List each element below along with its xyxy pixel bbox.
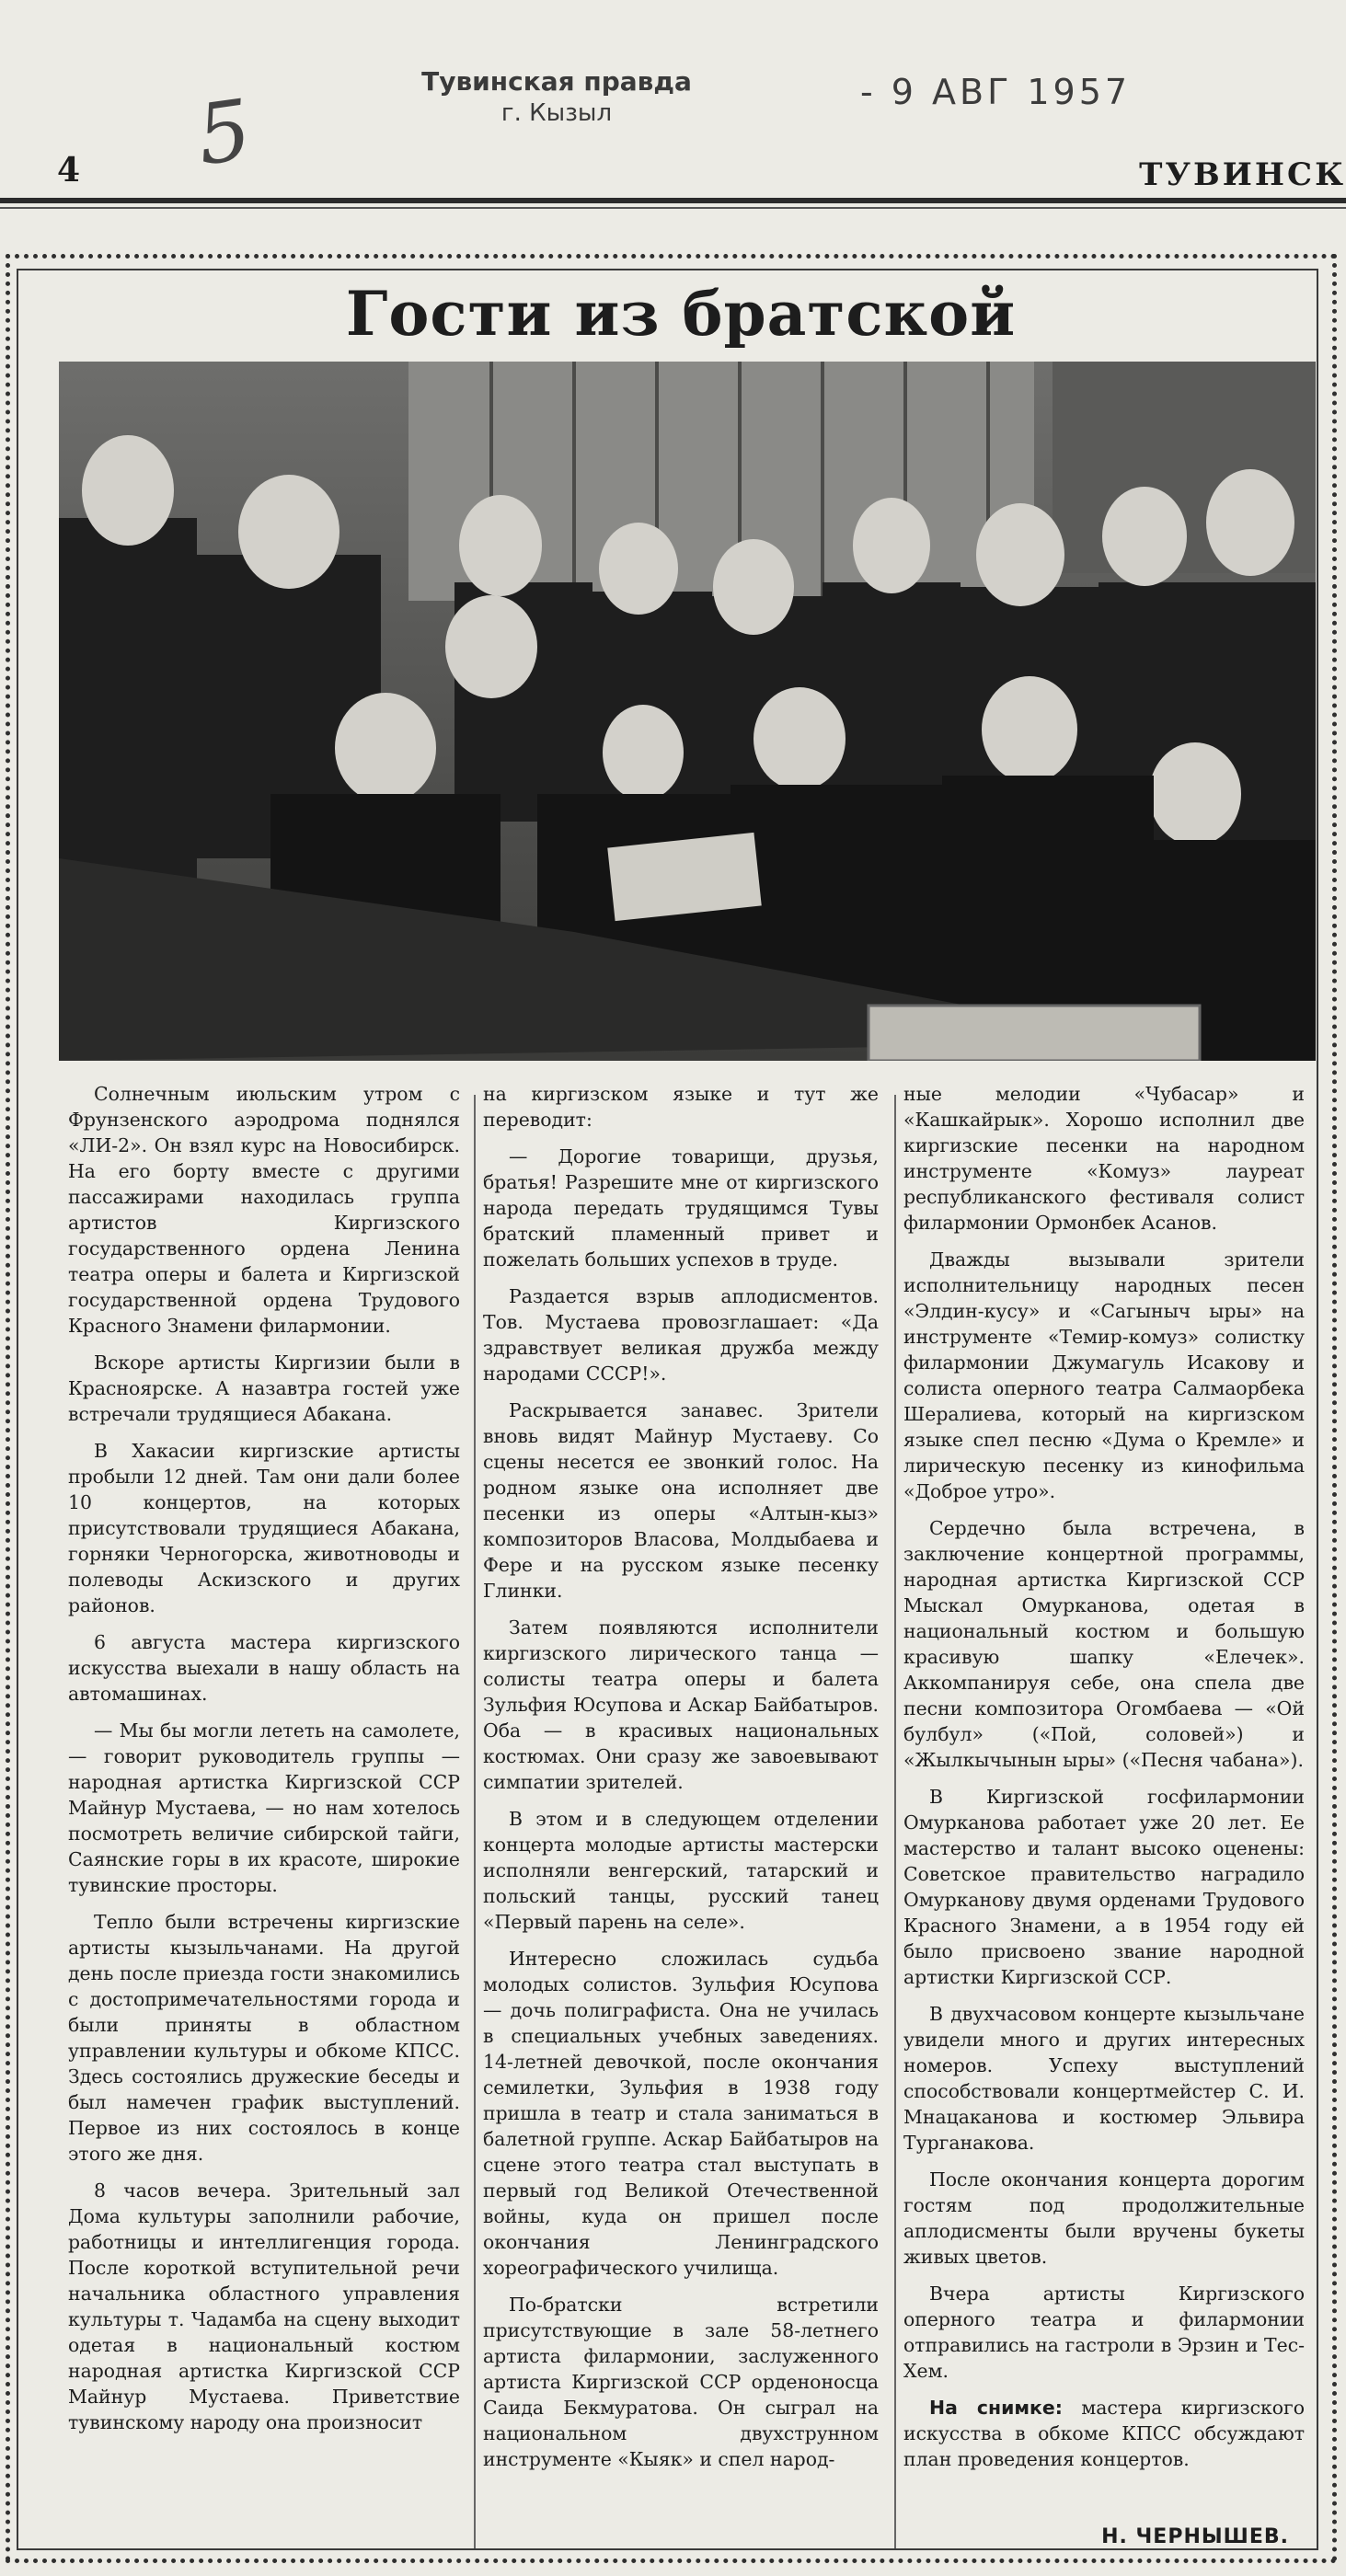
paragraph: Солнечным июльским утром с Фрунзенского аэродрома поднялся «ЛИ-2». Он взял курс на Новосибирск. На его борту вместе с другими пассажирами находилась группа артистов Киргизского государственного ордена Ленина театра оперы и балета и Киргизской государственной ордена Трудового Красного Знамени филармонии. [68,1083,460,1337]
paragraph: В Хакасии киргизские артисты пробыли 12 дней. Там они дали более 10 концертов, на которых присутствовали трудящиеся Абакана, горняки Черногорска, животноводы и полеводы Аскизского и других районов. [68,1440,460,1616]
paragraph: По-братски встретили присутствующие в зале 58-летнего артиста филармонии, заслуженного артиста Киргизской ССР орденоносца Саида Бекмуратова. Он сыграл на национальном двухструнном инструменте «Кыяк» и спел народ- [483,2294,879,2470]
paragraph: ные мелодии «Чубасар» и «Кашкайрык». Хорошо исполнил две киргизские песенки на народном инструменте «Комуз» лауреат республиканского фестиваля солист филармонии Ормонбек Асанов. [903,1083,1305,1234]
caption-lead: На снимке: [929,2397,1063,2419]
paragraph: на киргизском языке и тут же переводит: [483,1083,879,1131]
paragraph: В этом и в следующем отделении концерта молодые артисты мастерски исполняли венгерский, татарский и польский танцы, русский танец «Первый парень на селе». [483,1808,879,1933]
paragraph: 8 часов вечера. Зрительный зал Дома культуры заполнили рабочие, работницы и интеллигенция города. После короткой вступительной речи начальника областного управления культуры т. Чадамба на сцену выходит одетая в национальный костюм народная артистка Киргизской ССР Майнур Мустаева. Приветствие тувинскому народу она произносит [68,2179,460,2433]
paragraph: Интересно сложилась судьба молодых солистов. Зульфия Юсупова — дочь полиграфиста. Она не училась в специальных учебных заведениях. 14-летней девочкой, после окончания семилетки, Зульфия в 1938 году пришла в театр и стала заниматься в балетной группе. Аскар Байбатыров на сцене этого театра стал выступать в первый год Великой Отечественной войны, куда он пришел после окончания Ленинградского хореографического училища. [483,1948,879,2279]
group-photo [59,362,1316,1061]
paragraph: Раскрывается занавес. Зрители вновь видят Майнур Мустаеву. Со сцены несется ее звонкий голос. На родном языке она исполняет две песенки из оперы «Алтын-кыз» композиторов Власова, Молдыбаева и Фере и на русском языке песенку Глинки. [483,1399,879,1602]
article-column-2 [483,1081,879,2562]
article-body [55,1081,1316,2562]
article-column-3 [903,1081,1305,2562]
paragraph: Сердечно была встречена, в заключение концертной программы, народная артистка Киргизской ССР Мыскал Омурканова, одетая в национальный костюм и большую красивую шапку «Елечек». Аккомпанируя себе, она спела две песни композитора Огомбаева — «Ой булбул» («Пой, соловей») и «Жылкычынын ыры» («Песня чабана»). [903,1517,1305,1771]
caption-text: мастера киргизского искусства в обкоме КПСС обсуждают план проведения концертов. [903,2397,1305,2470]
header-rule [0,198,1346,203]
paragraph: Дважды вызывали зрители исполнительницу народных песен «Элдин-кусу» и «Сагыныч ыры» на инструменте «Темир-комуз» солистку филармонии Джумагуль Исакову и солиста оперного театра Салмаорбека Шералиева, который на киргизском языке спел песню «Дума о Кремле» и лирическую песенку из кинофильма «Доброе утро». [903,1248,1305,1502]
paragraph: В двухчасовом концерте кызыльчане увидели много и других интересных номеров. Успеху выступлений способствовали концертмейстер С. И. Мнацаканова и костюмер Эльвира Турганакова. [903,2003,1305,2154]
stamp-date: - 9 АВГ 1957 [860,72,1132,112]
paragraph: В Киргизской госфилармонии Омурканова работает уже 20 лет. Ее мастерство и талант высоко оценены: Советское правительство наградило Омурканову двумя орденами Трудового Красного Знамени, а в 1954 году ей было присвоено звание народной артистки Киргизской ССР. [903,1786,1305,1988]
paragraph: Вскоре артисты Киргизии были в Красноярске. А назавтра гостей уже встречали трудящиеся Абакана. [68,1351,460,1425]
masthead-fragment: ТУВИНСК [1139,156,1346,193]
handwritten-mark: 5 [190,81,258,185]
paragraph: Вчера артисты Киргизского оперного театра и филармонии отправились на гастроли в Эрзин и Тес-Хем. [903,2283,1305,2382]
author-byline: Н. ЧЕРНЫШЕВ. [1101,2525,1289,2548]
page-number: 4 [57,151,81,190]
photo-caption [903,2395,1305,2472]
stamp-newspaper-name: Тувинская правда [421,66,692,97]
paragraph: Затем появляются исполнители киргизского лирического танца — солисты театра оперы и балета Зульфия Юсупова и Аскар Байбатыров. Оба — в красивых национальных костюмах. Они сразу же завоевывают симпатии зрителей. [483,1616,879,1793]
newspaper-stamp [419,66,695,129]
paragraph: После окончания концерта дорогим гостям под продолжительные аплодисменты были вручены букеты живых цветов. [903,2168,1305,2268]
header-rule-thin [0,207,1346,209]
article-title: Гости из братской [248,275,1113,430]
article-column-1 [68,1081,460,2562]
group-photo-illustration [59,362,1316,1061]
paragraph: Раздается взрыв аплодисментов. Тов. Мустаева провозглашает: «Да здравствует великая дружба между народами СССР!». [483,1285,879,1385]
paragraph: — Дорогие товарищи, друзья, братья! Разрешите мне от киргизского народа передать трудящимся Тувы братский пламенный привет и пожелать больших успехов в труде. [483,1145,879,1271]
paragraph: 6 августа мастера киргизского искусства выехали в нашу область на автомашинах. [68,1631,460,1705]
paragraph: Тепло были встречены киргизские артисты кызыльчанами. На другой день после приезда гости знакомились с достопримечательностями города и были приняты в областном управлении культуры и обкоме КПСС. Здесь состоялись дружеские беседы и был намечен график выступлений. Первое из них состоялось в конце этого же дня. [68,1911,460,2165]
paragraph: — Мы бы могли лететь на самолете, — говорит руководитель группы — народная артистка Киргизской ССР Майнур Мустаева, — но нам хотелось посмотреть величие сибирской тайги, Саянские горы в их красоте, широкие тувинские просторы. [68,1719,460,1896]
stamp-city: г. Кызыл [500,99,613,127]
